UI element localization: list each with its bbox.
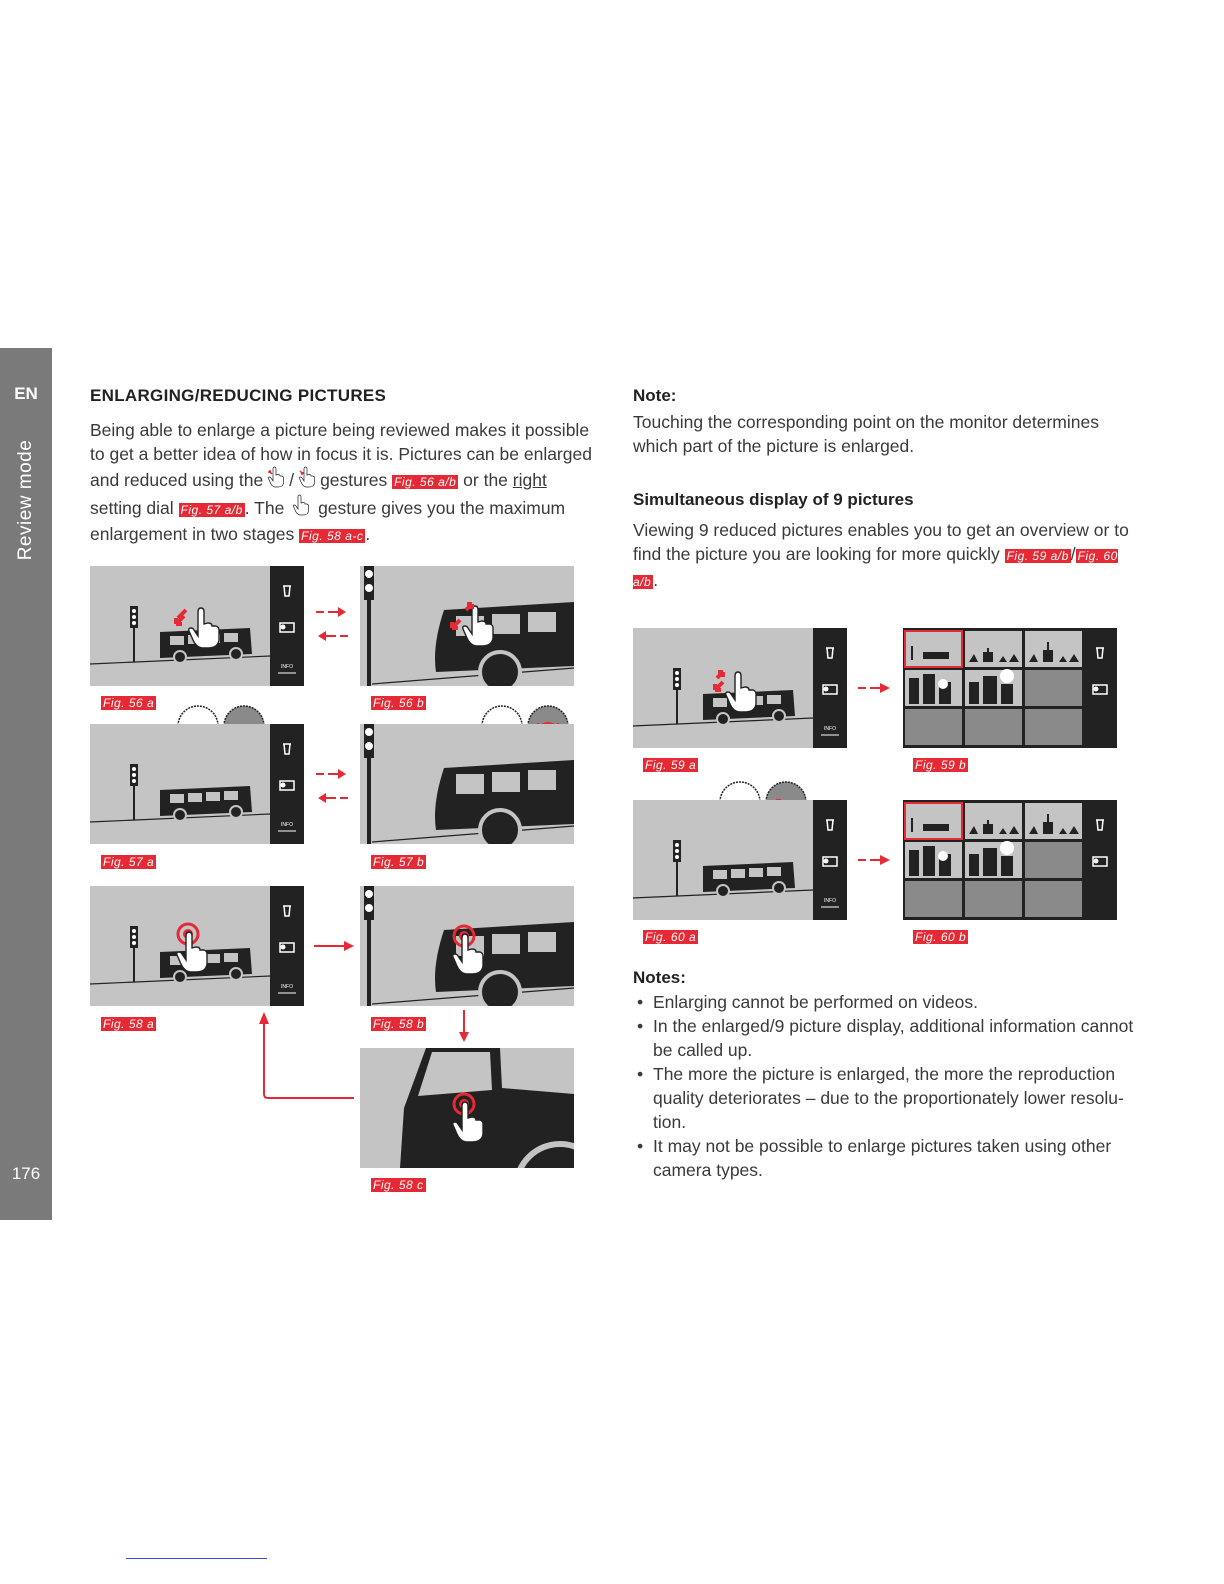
caption-fig-58b: Fig. 58 b <box>373 1017 425 1031</box>
section-heading: ENLARGING/REDUCING PICTURES <box>90 386 387 405</box>
figure-59b <box>903 628 1117 748</box>
figure-56b <box>360 566 574 686</box>
fig-57-ref[interactable]: Fig. 57 a/b <box>180 503 243 517</box>
caption-fig-58a: Fig. 58 a <box>103 1017 155 1031</box>
caption-fig-59b: Fig. 59 b <box>915 758 967 772</box>
caption-fig-57a: Fig. 57 a <box>103 855 155 869</box>
figure-57a <box>90 724 304 844</box>
list-item: • In the enlarged/9 picture display, additional information cannot be called up. <box>633 1014 1145 1062</box>
arrow-58c-to-58a <box>254 1010 358 1102</box>
intro-paragraph: Being able to enlarge a picture being reviewed makes it possible to get a better idea of how in focus it is. Pictures can be enlarged and reduced using the / gestures Fig. 56 a/b or the right setting dial Fig. 57 a/b . The gesture gives you the maximum enlargement in two stages Fig. 58 a-c . <box>90 420 592 544</box>
sim-heading: Simultaneous display of 9 pictures <box>633 490 914 509</box>
figure-56a <box>90 566 304 686</box>
notes-heading: Notes: <box>633 968 686 987</box>
caption-fig-56a: Fig. 56 a <box>103 696 155 710</box>
page-number: 176 <box>11 1164 41 1183</box>
notes-block <box>633 966 1145 1182</box>
section-label: Review mode <box>15 439 36 561</box>
right-text-column <box>633 384 1145 594</box>
caption-fig-60a: Fig. 60 a <box>645 930 697 944</box>
pinch-in-gesture-icon <box>296 466 318 488</box>
figure-58c <box>360 1048 574 1168</box>
caption-fig-57b: Fig. 57 b <box>373 855 425 869</box>
arrow-58a-to-58b <box>312 936 356 956</box>
fig-59-ref[interactable]: Fig. 59 a/b <box>1006 549 1069 563</box>
figure-58b <box>360 886 574 1006</box>
notes-list <box>633 990 1145 1182</box>
list-item: • The more the picture is enlarged, the more the reproduction quality deteriorates – due to the proportionately lower resolu-tion. <box>633 1062 1145 1134</box>
arrow-58b-to-58c <box>454 1008 474 1044</box>
fig-60-ref[interactable]: Fig. 60 a/b <box>633 549 1118 589</box>
figure-57b <box>360 724 574 844</box>
list-item: • Enlarging cannot be performed on videos. <box>633 990 1145 1014</box>
caption-fig-60b: Fig. 60 b <box>915 930 967 944</box>
note-text: Touching the corresponding point on the monitor determines which part of the picture is enlarged. <box>633 412 1099 456</box>
caption-fig-56b: Fig. 56 b <box>373 696 425 710</box>
zoom-arrows-57 <box>314 762 350 806</box>
figure-59a <box>633 628 847 748</box>
fig-56-ref[interactable]: Fig. 56 a/b <box>394 475 457 489</box>
left-text-column <box>90 384 602 548</box>
zoom-arrows-56 <box>314 600 350 644</box>
figure-60b <box>903 800 1117 920</box>
language-label: EN <box>14 384 38 403</box>
sim-text: Viewing 9 reduced pictures enables you to get an overview or to find the picture you are looking for more quickly Fig. 59 a/b / Fig. 60 a/b . <box>633 520 1129 590</box>
figure-58a <box>90 886 304 1006</box>
arrow-60 <box>856 850 892 870</box>
fig-58-ref[interactable]: Fig. 58 a-c <box>301 529 364 543</box>
figure-60a <box>633 800 847 920</box>
right-dial-underlined: right <box>512 470 547 490</box>
double-tap-gesture-icon <box>291 494 311 516</box>
footer-link-line <box>126 1558 267 1559</box>
list-item: • It may not be possible to enlarge pictures taken using other camera types. <box>633 1134 1145 1182</box>
caption-fig-58c: Fig. 58 c <box>373 1178 424 1192</box>
arrow-59 <box>856 678 892 698</box>
caption-fig-59a: Fig. 59 a <box>645 758 697 772</box>
pinch-out-gesture-icon <box>265 466 287 488</box>
note-heading: Note: <box>633 386 677 405</box>
